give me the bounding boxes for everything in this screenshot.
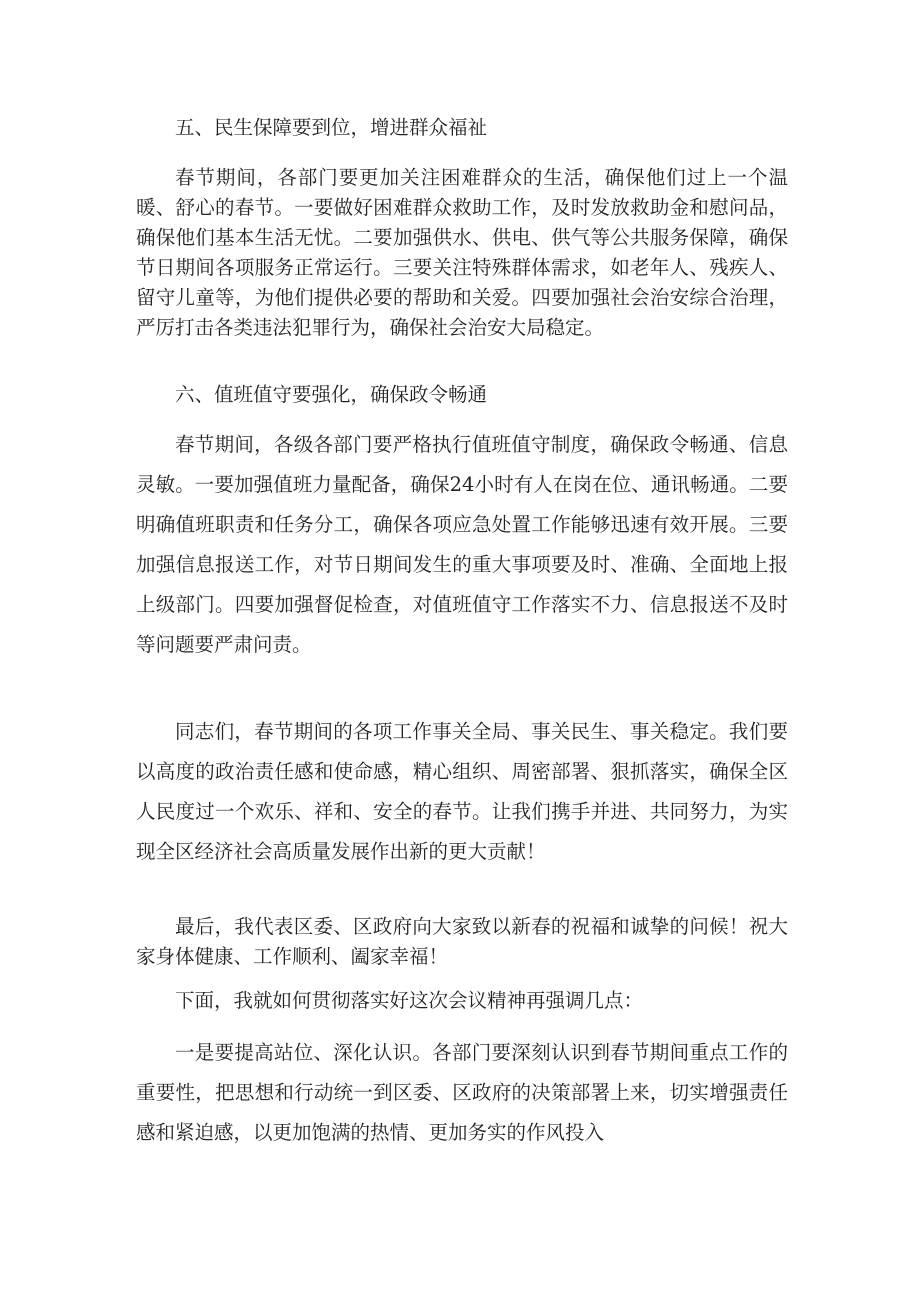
intro-paragraph: 下面，我就如何贯彻落实好这次会议精神再强调几点：	[175, 989, 644, 1012]
section-six-paragraph: 春节期间，各级各部门要严格执行值班值守制度，确保政令畅通、信息灵敏。一要加强值班力量配备，确保24小时有人在岗在位、通讯畅通。二要明确值班职责和任务分工，确保各项应急处置工作能够迅速有效开展。三要加强信息报送工作，对节日期间发生的重大事项要及时、准确、全面地上报上级部门。四要加强督促检查，对值班值守工作落实不力、信息报送不及时等问题要严肃问责。	[136, 433, 788, 656]
section-five-paragraph: 春节期间，各部门要更加关注困难群众的生活，确保他们过上一个温暖、舒心的春节。一要做好困难群众救助工作，及时发放救助金和慰问品，确保他们基本生活无忧。二要加强供水、供电、供气等公共服务保障，确保节日期间各项服务正常运行。三要关注特殊群体需求，如老年人、残疾人、留守儿童等，为他们提供必要的帮助和关爱。四要加强社会治安综合治理，严厉打击各类违法犯罪行为，确保社会治安大局稳定。	[136, 166, 788, 339]
section-five-heading: 五、民生保障要到位，增进群众福祉	[175, 116, 488, 139]
closing-paragraph: 同志们，春节期间的各项工作事关全局、事关民生、事关稳定。我们要以高度的政治责任感和使命感，精心组织、周密部署、狠抓落实，确保全区人民度过一个欢乐、祥和、安全的春节。让我们携手并进、共同努力，为实现全区经济社会高质量发展作出新的更大贡献！	[136, 720, 788, 863]
section-six-heading: 六、值班值守要强化，确保政令畅通	[175, 383, 488, 406]
greeting-paragraph: 最后，我代表区委、区政府向大家致以新春的祝福和诚挚的问候！祝大家身体健康、工作顺利、阖家幸福！	[136, 915, 788, 968]
point-one-paragraph: 一是要提高站位、深化认识。各部门要深刻认识到春节期间重点工作的重要性，把思想和行动统一到区委、区政府的决策部署上来，切实增强责任感和紧迫感，以更加饱满的热情、更加务实的作风投入	[136, 1041, 788, 1144]
